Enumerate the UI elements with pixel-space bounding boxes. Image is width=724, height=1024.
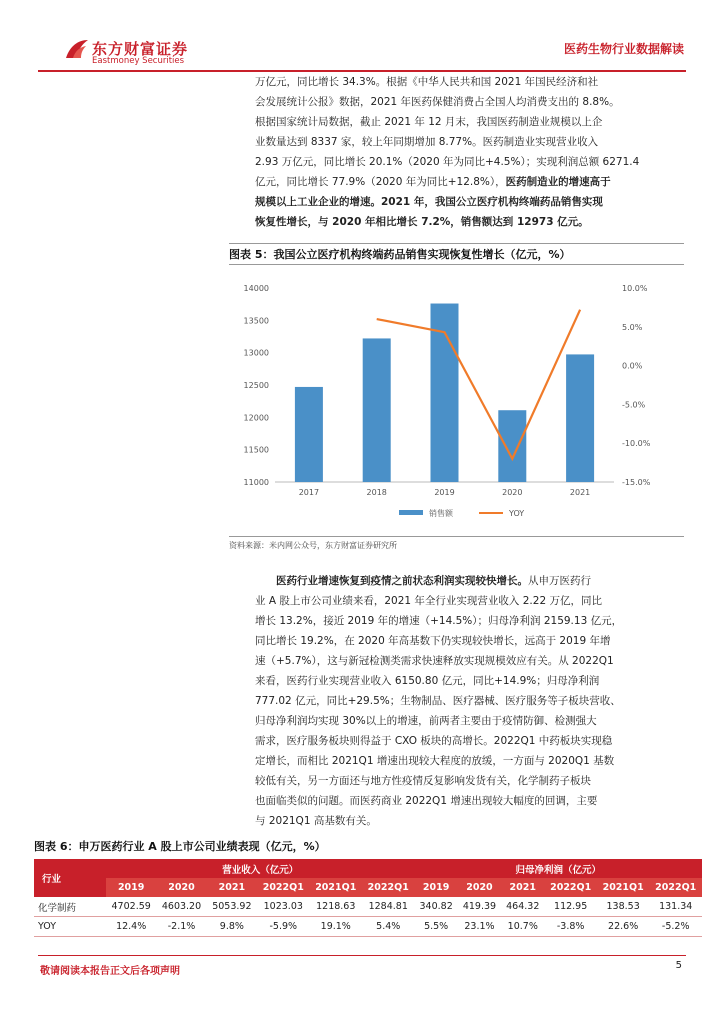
table-cell: 4603.20	[156, 897, 206, 917]
figure-title-rule	[229, 264, 684, 265]
y-right-tick-label: -5.0%	[622, 400, 646, 410]
disclaimer-note: 敬请阅读本报告正文后各项声明	[40, 966, 180, 977]
table-cell: 138.53	[597, 897, 649, 917]
chart-bar	[295, 387, 323, 482]
chart-bar	[498, 410, 526, 482]
brand-name-cn: 东方财富证券	[92, 40, 189, 58]
figure-bottom-rule	[229, 536, 684, 537]
col-industry-header: 行业	[34, 859, 106, 897]
row-label: YOY	[34, 917, 106, 937]
row-label: 化学制药	[34, 897, 106, 917]
x-tick-label: 2021	[569, 488, 591, 497]
table-cell: 112.95	[544, 897, 596, 917]
period-header: 2020	[458, 878, 501, 897]
table-cell: 5.4%	[362, 917, 414, 937]
table-cell: 22.6%	[597, 917, 649, 937]
paragraph-industry-performance	[255, 571, 680, 831]
table-header-row	[34, 859, 702, 878]
period-header: 2021	[501, 878, 544, 897]
sales-growth-chart	[229, 270, 684, 535]
text-span: 亿元，同比增长 77.9%（2020 年为同比+12.8%），	[255, 176, 506, 188]
table-cell: 5.5%	[414, 917, 457, 937]
text-line: 来看，医药行业实现营业收入 6150.80 亿元，同比+14.9%；归母净利润	[255, 675, 600, 687]
period-header: 2022Q1	[544, 878, 596, 897]
figure5-title: 图表 5：我国公立医疗机构终端药品销售实现恢复性增长（亿元，%）	[229, 248, 571, 261]
y-left-tick-label: 11500	[243, 445, 269, 455]
table-cell: -3.8%	[544, 917, 596, 937]
period-header: 2022Q1	[257, 878, 309, 897]
period-header: 2022Q1	[362, 878, 414, 897]
y-left-tick-label: 13500	[243, 316, 269, 326]
table-cell: 1218.63	[310, 897, 362, 917]
text-line-bold	[255, 192, 680, 212]
table-row	[34, 917, 702, 937]
eastmoney-logo-icon	[64, 38, 90, 60]
group-profit-header: 归母净利润（亿元）	[414, 859, 702, 878]
period-header: 2021	[207, 878, 257, 897]
text-line	[255, 172, 680, 192]
period-header: 2020	[156, 878, 206, 897]
period-header: 2021Q1	[310, 878, 362, 897]
text-line-bold	[255, 212, 680, 232]
text-line: 业数量达到 8337 家，较上年同期增加 8.77%。医药制造业实现营业收入	[255, 136, 599, 148]
x-tick-label: 2018	[366, 488, 387, 497]
report-title: 医药生物行业数据解读	[563, 42, 684, 56]
yoy-line	[377, 310, 580, 459]
performance-table	[34, 859, 702, 937]
table-cell: 419.39	[458, 897, 501, 917]
y-left-tick-label: 14000	[243, 284, 269, 293]
table-cell: 23.1%	[458, 917, 501, 937]
text-line: 根据国家统计局数据，截止 2021 年 12 月末，我国医药制造业规模以上企	[255, 116, 603, 128]
figure-top-rule	[229, 243, 684, 244]
text-line: 业 A 股上市公司业绩来看，2021 年全行业实现营业收入 2.22 万亿，同比	[255, 595, 602, 607]
chart-bar	[566, 354, 594, 482]
y-right-tick-label: -10.0%	[622, 439, 651, 449]
table6-title: 图表 6：申万医药行业 A 股上市公司业绩表现（亿元，%）	[34, 840, 326, 853]
legend-swatch-sales	[399, 510, 423, 515]
text-line: 定增长，而相比 2021Q1 增速出现较大程度的放缓，一方面与 2020Q1 基数	[255, 755, 615, 767]
x-tick-label: 2019	[434, 488, 455, 497]
group-revenue-header: 营业收入（亿元）	[106, 859, 414, 878]
figure5-source: 资料来源：米内网公众号，东方财富证券研究所	[229, 541, 397, 550]
text-line: 同比增长 19.2%，在 2020 年高基数下仍实现较快增长，远高于 2019 年增	[255, 635, 611, 647]
table-subheader-row	[34, 878, 702, 897]
brand-name-en: Eastmoney Securities	[92, 56, 185, 66]
y-right-tick-label: -15.0%	[622, 478, 651, 487]
table-cell: 9.8%	[207, 917, 257, 937]
table-cell: 1023.03	[257, 897, 309, 917]
text-line: 较低有关，另一方面还与地方性疫情反复影响发货有关，化学制药子板块	[255, 775, 591, 787]
text-line: 2.93 万亿元，同比增长 20.1%（2020 年为同比+4.5%）；实现利润总额 6271.4	[255, 156, 640, 168]
text-bold: 医药行业增速恢复到疫情之前状态利润实现较快增长。	[276, 575, 528, 587]
text-line: 归母净利润均实现 30%以上的增速，前两者主要由于疫情防御、检测强大	[255, 715, 597, 727]
table-cell: 10.7%	[501, 917, 544, 937]
chart-bar	[363, 338, 391, 482]
text-line: 速（+5.7%），这与新冠检测类需求快速释放实现规模效应有关。从 2022Q1	[255, 655, 614, 667]
text-line: 增长 13.2%，接近 2019 年的增速（+14.5%）；归母净利润 2159.13 亿元，	[255, 615, 623, 627]
table-cell: 4702.59	[106, 897, 156, 917]
period-header: 2019	[106, 878, 156, 897]
period-header: 2022Q1	[649, 878, 702, 897]
y-right-tick-label: 5.0%	[622, 322, 643, 332]
text-line: 会发展统计公报》数据，2021 年医药保健消费占全国人均消费支出的 8.8%。	[255, 96, 620, 108]
legend-label-yoy: YOY	[509, 509, 525, 518]
text-line: 万亿元，同比增长 34.3%。根据《中华人民共和国 2021 年国民经济和社	[255, 76, 599, 88]
period-header: 2021Q1	[597, 878, 649, 897]
table-cell: 5053.92	[207, 897, 257, 917]
text-bold: 医药制造业的增速高于	[505, 176, 611, 188]
text-line: 与 2021Q1 高基数有关。	[255, 815, 377, 827]
x-tick-label: 2020	[502, 488, 523, 497]
y-left-tick-label: 13000	[243, 348, 269, 358]
text-line: 需求，医疗服务板块则得益于 CXO 板块的高增长。2022Q1 中药板块实现稳	[255, 735, 613, 747]
text-bold: 恢复性增长，与 2020 年相比增长 7.2%，销售额达到 12973 亿元。	[255, 216, 589, 228]
table-cell: 1284.81	[362, 897, 414, 917]
y-left-tick-label: 12000	[243, 413, 269, 423]
y-left-tick-label: 11000	[243, 478, 269, 487]
footer-divider	[38, 955, 686, 956]
table-cell: 12.4%	[106, 917, 156, 937]
page-number: 5	[675, 960, 682, 971]
x-tick-label: 2017	[298, 488, 320, 497]
text-line	[255, 571, 680, 591]
page-header	[0, 0, 724, 74]
text-bold: 规模以上工业企业的增速。2021 年，我国公立医疗机构终端药品销售实现	[255, 196, 603, 208]
y-right-tick-label: 10.0%	[622, 284, 648, 293]
table-cell: -5.9%	[257, 917, 309, 937]
y-left-tick-label: 12500	[243, 381, 269, 390]
table-cell: 131.34	[649, 897, 702, 917]
table-cell: 340.82	[414, 897, 457, 917]
period-header: 2019	[414, 878, 457, 897]
table-cell: -2.1%	[156, 917, 206, 937]
text-line: 777.02 亿元，同比+29.5%；生物制品、医疗器械、医疗服务等子板块营收、	[255, 695, 621, 707]
text-line: 也面临类似的问题。而医药商业 2022Q1 增速出现较大幅度的回调，主要	[255, 795, 598, 807]
y-right-tick-label: 0.0%	[622, 361, 643, 371]
table-cell: 19.1%	[310, 917, 362, 937]
table-cell: -5.2%	[649, 917, 702, 937]
paragraph-pharma-manufacturing	[255, 72, 680, 232]
legend-label-sales: 销售额	[429, 509, 453, 518]
table-row	[34, 897, 702, 917]
table-cell: 464.32	[501, 897, 544, 917]
text-span: 从申万医药行	[528, 575, 591, 587]
